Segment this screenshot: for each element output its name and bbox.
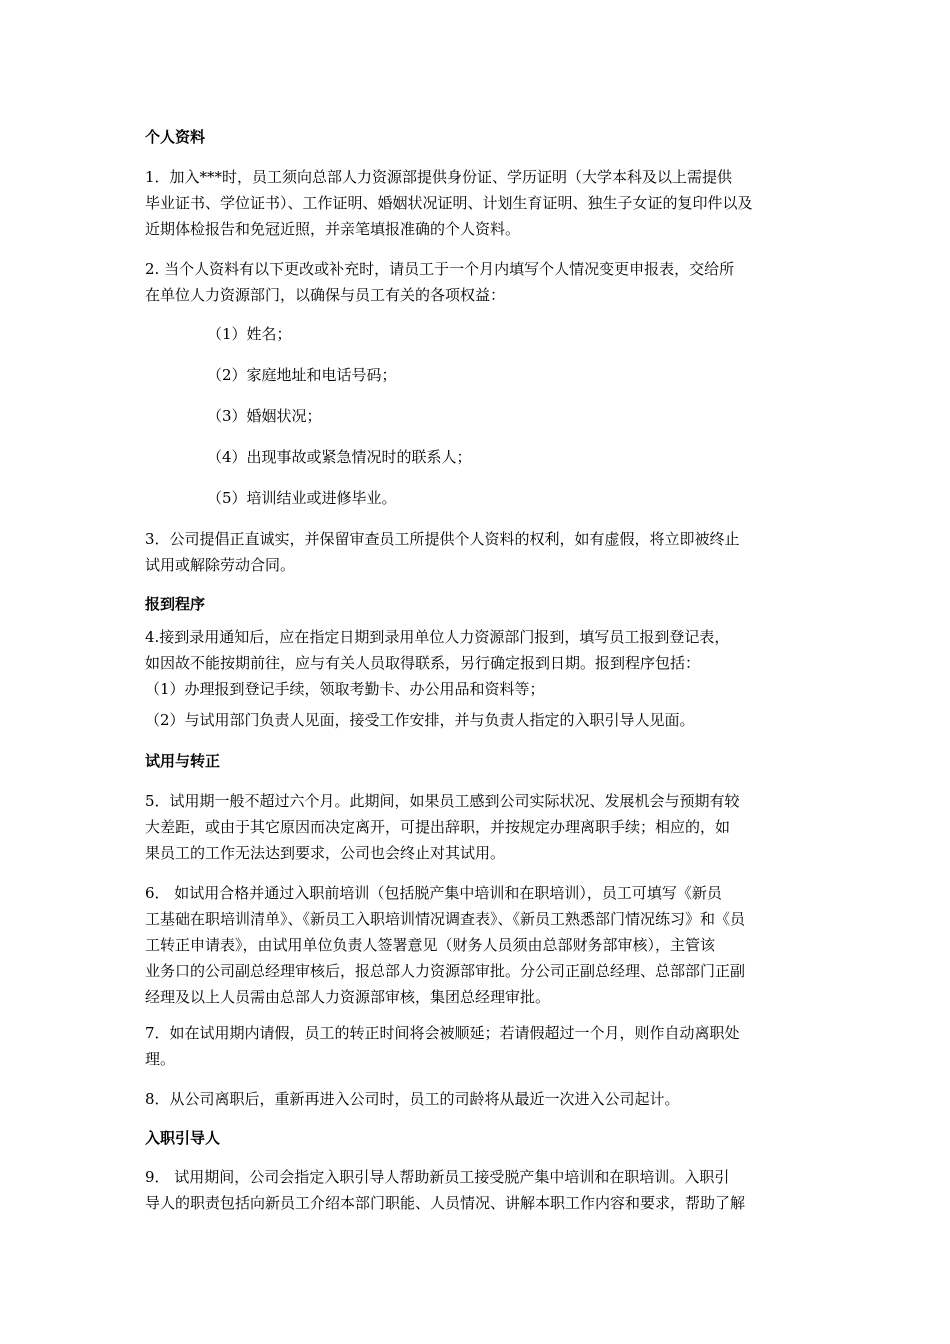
paragraph-4: [145, 624, 807, 676]
paragraph-line: 4.接到录用通知后，应在指定日期到录用单位人力资源部门报到，填写员工报到登记表，: [145, 628, 730, 646]
paragraph-1: [145, 164, 807, 242]
paragraph-line: 2. 当个人资料有以下更改或补充时，请员工于一个月内填写个人情况变更申报表，交给所: [145, 260, 735, 278]
paragraph-6: [145, 880, 807, 1010]
paragraph-line: 毕业证书、学位证书）、工作证明、婚姻状况证明、计划生育证明、独生子女证的复印件以及: [145, 194, 753, 212]
paragraph-7: [145, 1020, 807, 1072]
paragraph-line: 8．从公司离职后，重新再进入公司时，员工的司龄将从最近一次进入公司起计。: [145, 1090, 680, 1108]
paragraph-9: [145, 1164, 807, 1216]
paragraph-line: 导人的职责包括向新员工介绍本部门职能、人员情况、讲解本职工作内容和要求，帮助了解: [145, 1194, 746, 1212]
list-item: （1）姓名；: [207, 325, 292, 343]
paragraph-2: [145, 256, 807, 308]
report-step-1: （1）办理报到登记手续，领取考勤卡、办公用品和资料等；: [145, 680, 545, 698]
paragraph-line: 在单位人力资源部门，以确保与员工有关的各项权益：: [145, 286, 506, 304]
heading-personal-info: 个人资料: [145, 128, 206, 146]
paragraph-line: 工基础在职培训清单》、《新员工入职培训情况调查表》、《新员工熟悉部门情况练习》和《员: [145, 910, 746, 928]
heading-report-procedure: 报到程序: [145, 595, 206, 613]
heading-onboarding-guide: 入职引导人: [145, 1129, 221, 1147]
paragraph-line: 理。: [145, 1050, 176, 1068]
list-item: （4）出现事故或紧急情况时的联系人；: [207, 448, 472, 466]
list-item: （2）家庭地址和电话号码；: [207, 366, 397, 384]
list-item: （3）婚姻状况；: [207, 407, 322, 425]
paragraph-5: [145, 788, 807, 866]
paragraph-line: 近期体检报告和免冠近照，并亲笔填报准确的个人资料。: [145, 220, 521, 238]
paragraph-line: 9． 试用期间，公司会指定入职引导人帮助新员工接受脱产集中培训和在职培训。入职引: [145, 1168, 730, 1186]
paragraph-line: 5．试用期一般不超过六个月。此期间，如果员工感到公司实际状况、发展机会与预期有较: [145, 792, 740, 810]
paragraph-line: 如因故不能按期前往，应与有关人员取得联系，另行确定报到日期。报到程序包括：: [145, 654, 701, 672]
paragraph-line: 大差距，或由于其它原因而决定离开，可提出辞职，并按规定办理离职手续；相应的，如: [145, 818, 731, 836]
paragraph-line: 工转正申请表》，由试用单位负责人签署意见（财务人员须由总部财务部审核），主管该: [145, 936, 716, 954]
paragraph-line: 试用或解除劳动合同。: [145, 556, 296, 574]
paragraph-3: [145, 526, 807, 578]
paragraph-line: 6． 如试用合格并通过入职前培训（包括脱产集中培训和在职培训），员工可填写《新员: [145, 884, 722, 902]
paragraph-line: 3．公司提倡正直诚实，并保留审查员工所提供个人资料的权利，如有虚假，将立即被终止: [145, 530, 740, 548]
paragraph-line: 1．加入***时，员工须向总部人力资源部提供身份证、学历证明（大学本科及以上需提供: [145, 168, 733, 186]
paragraph-line: 7．如在试用期内请假，员工的转正时间将会被顺延；若请假超过一个月，则作自动离职处: [145, 1024, 740, 1042]
report-step-2: （2）与试用部门负责人见面，接受工作安排，并与负责人指定的入职引导人见面。: [145, 711, 695, 729]
list-item: （5）培训结业或进修毕业。: [207, 489, 397, 507]
paragraph-8: [145, 1086, 807, 1112]
paragraph-line: 业务口的公司副总经理审核后，报总部人力资源部审批。分公司正副总经理、总部部门正副: [145, 962, 746, 980]
paragraph-line: 经理及以上人员需由总部人力资源部审核，集团总经理审批。: [145, 988, 551, 1006]
heading-probation: 试用与转正: [145, 752, 221, 770]
paragraph-line: 果员工的工作无法达到要求，公司也会终止对其试用。: [145, 844, 506, 862]
